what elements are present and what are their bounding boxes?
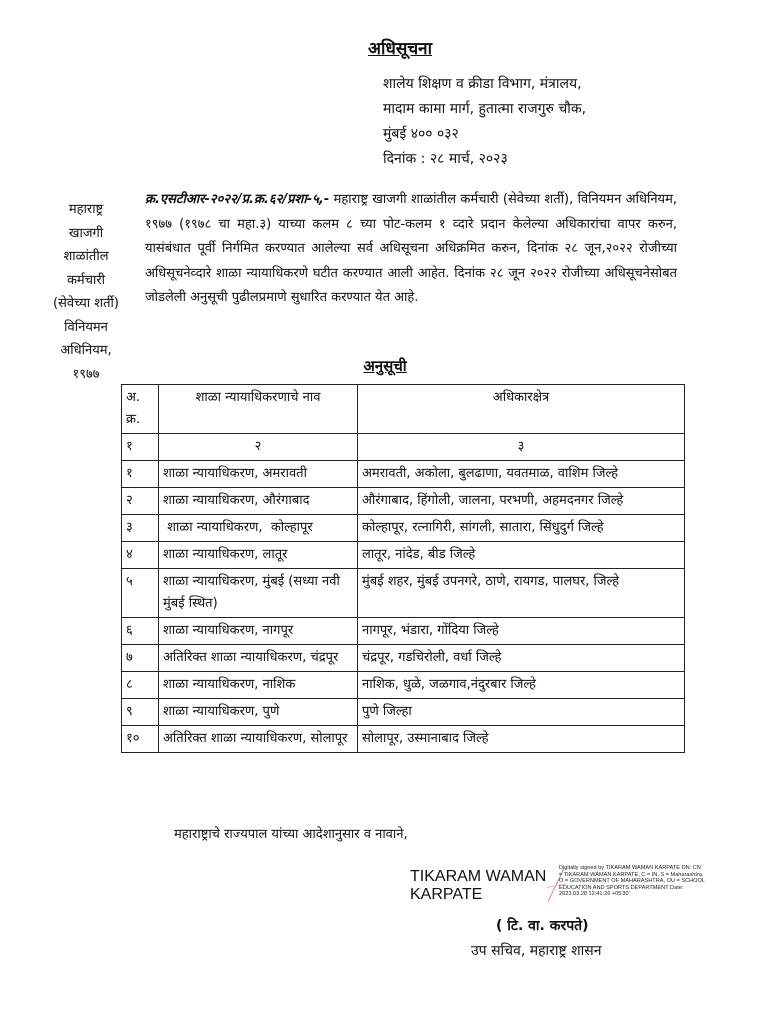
row-serial: ७	[122, 645, 159, 672]
tribunal-name: शाळा न्यायाधिकरण, पुणे	[159, 699, 358, 726]
table-row	[122, 699, 685, 726]
side-heading-line: कर्मचारी	[66, 272, 106, 288]
notification-body	[145, 188, 677, 311]
address-line: मादाम कामा मार्ग, हुतात्मा राजगुरु चौक,	[383, 101, 587, 117]
jurisdiction: औरंगाबाद, हिंगोली, जालना, परभणी, अहमदनगर जिल्हे	[358, 488, 685, 515]
table-row	[122, 672, 685, 699]
table-header-row	[122, 385, 685, 434]
table-row	[122, 618, 685, 645]
side-heading-line: महाराष्ट्र	[68, 202, 104, 217]
signatory-initials: ( टि. वा. करपते)	[496, 918, 589, 934]
table-row	[122, 515, 685, 542]
jurisdiction: नागपूर, भंडारा, गोंदिया जिल्हे	[358, 618, 685, 645]
schedule-title: अनुसूची	[363, 357, 407, 375]
notification-text: महाराष्ट्र खाजगी शाळांतील कर्मचारी (सेवेच्या शर्ती), विनियमन अधिनियम, १९७७ (१९७८ चा महा.३) याच्या कलम ८ च्या पोट-कलम १ व्दारे प्रदान केलेल्या अधिकारांचा वापर करुन, यासंबंधात पूर्वी निर्गमित करण्यात आलेल्या सर्व अधिसूचना अधिक्रमित करुन, दिनांक २८ जून,२०२२ रोजीच्या अधिसूचनेव्दारे शाळा न्यायाधिकरणे घटीत करण्यात आली आहेत. दिनांक २८ जून २०२२ रोजीच्या अधिसूचनेसोबत जोडलेली अनुसूची पुढीलप्रमाणे सुधारित करण्यात येत आहे.	[145, 192, 677, 305]
table-row	[122, 461, 685, 488]
jurisdiction: पुणे जिल्हा	[358, 699, 685, 726]
header-tribunal-name: शाळा न्यायाधिकरणाचे नाव	[159, 385, 358, 434]
row-serial: ५	[122, 569, 159, 618]
table-row	[122, 488, 685, 515]
page-title: अधिसूचना	[368, 39, 432, 59]
jurisdiction: कोल्हापूर, रत्नागिरी, सांगली, सातारा, सिंधुदुर्ग जिल्हे	[358, 515, 685, 542]
tribunal-name: शाळा न्यायाधिकरण, नाशिक	[159, 672, 358, 699]
jurisdiction: चंद्रपूर, गडचिरोली, वर्धा जिल्हे	[358, 645, 685, 672]
row-serial: ४	[122, 542, 159, 569]
header-serial: अ. क्र.	[122, 385, 159, 434]
row-serial: १०	[122, 726, 159, 753]
tribunal-name: शाळा न्यायाधिकरण, मुंबई (सध्या नवी मुंबई स्थित)	[159, 569, 358, 618]
tribunal-name: शाळा न्यायाधिकरण, लातूर	[159, 542, 358, 569]
row-serial: ८	[122, 672, 159, 699]
side-heading-line: अधिनियम,	[60, 343, 112, 358]
governor-order-line: महाराष्ट्राचे राज्यपाल यांच्या आदेशानुसार व नावाने,	[174, 827, 408, 842]
tribunal-name: शाळा न्यायाधिकरण, कोल्हापूर	[159, 515, 358, 542]
notification-date: दिनांक : २८ मार्च, २०२३	[383, 151, 508, 167]
address-line: शालेय शिक्षण व क्रीडा विभाग, मंत्रालय,	[383, 76, 582, 92]
signatory-name	[410, 868, 546, 904]
table-row	[122, 542, 685, 569]
table-row	[122, 726, 685, 753]
jurisdiction: अमरावती, अकोला, बुलढाणा, यवतमाळ, वाशिम जिल्हे	[358, 461, 685, 488]
side-heading-line: (सेवेच्या शर्ती)	[53, 296, 119, 311]
signatory-name-line: KARPATE	[410, 886, 483, 903]
jurisdiction: सोलापूर, उस्मानाबाद जिल्हे	[358, 726, 685, 753]
row-serial: ३	[122, 515, 159, 542]
jurisdiction: लातूर, नांदेड, बीड जिल्हे	[358, 542, 685, 569]
tribunal-name: शाळा न्यायाधिकरण, नागपूर	[159, 618, 358, 645]
table-row	[122, 645, 685, 672]
address-line: मुंबई ४०० ०३२	[383, 126, 459, 142]
jurisdiction: मुंबई शहर, मुंबई उपनगरे, ठाणे, रायगड, पालघर, जिल्हे	[358, 569, 685, 618]
column-number: २	[159, 434, 358, 461]
signatory-name-line: TIKARAM WAMAN	[410, 868, 547, 885]
row-serial: ६	[122, 618, 159, 645]
header-jurisdiction: अधिकारक्षेत्र	[358, 385, 685, 434]
row-serial: १	[122, 461, 159, 488]
row-serial: २	[122, 488, 159, 515]
side-heading-line: खाजगी	[68, 225, 104, 241]
column-number-row	[122, 434, 685, 461]
column-number: १	[122, 434, 159, 461]
department-address	[383, 72, 586, 172]
reference-number: क्र.एसटीआर-२०२२/प्र.क्र.६२/प्रशा-५,-	[145, 192, 330, 207]
table-row	[122, 569, 685, 618]
side-heading-line: १९७७	[72, 366, 100, 382]
jurisdiction: नाशिक, धुळे, जळगाव,नंदुरबार जिल्हे	[358, 672, 685, 699]
digital-signature-details: Digitally signed by TIKARAM WAMAN KARPATE DN: CN = TIKARAM WAMAN KARPATE, C = IN, S = Maharashtra, O = GOVERNMENT OF MAHARASHTRA, OU = SCHOOL EDUCATION AND SPORTS DEPARTMENT Date: 2023.03.28 12:41:26 +05'30'	[559, 865, 705, 898]
row-serial: ९	[122, 699, 159, 726]
tribunal-name: शाळा न्यायाधिकरण, अमरावती	[159, 461, 358, 488]
tribunal-name: शाळा न्यायाधिकरण, औरंगाबाद	[159, 488, 358, 515]
column-number: ३	[358, 434, 685, 461]
signatory-designation: उप सचिव, महाराष्ट्र शासन	[471, 943, 602, 959]
tribunal-name: अतिरिक्त शाळा न्यायाधिकरण, सोलापूर	[159, 726, 358, 753]
side-heading-line: विनियमन	[64, 319, 108, 335]
tribunal-name: अतिरिक्त शाळा न्यायाधिकरण, चंद्रपूर	[159, 645, 358, 672]
side-heading-line: शाळांतील	[63, 249, 109, 264]
schedule-table	[121, 384, 685, 753]
